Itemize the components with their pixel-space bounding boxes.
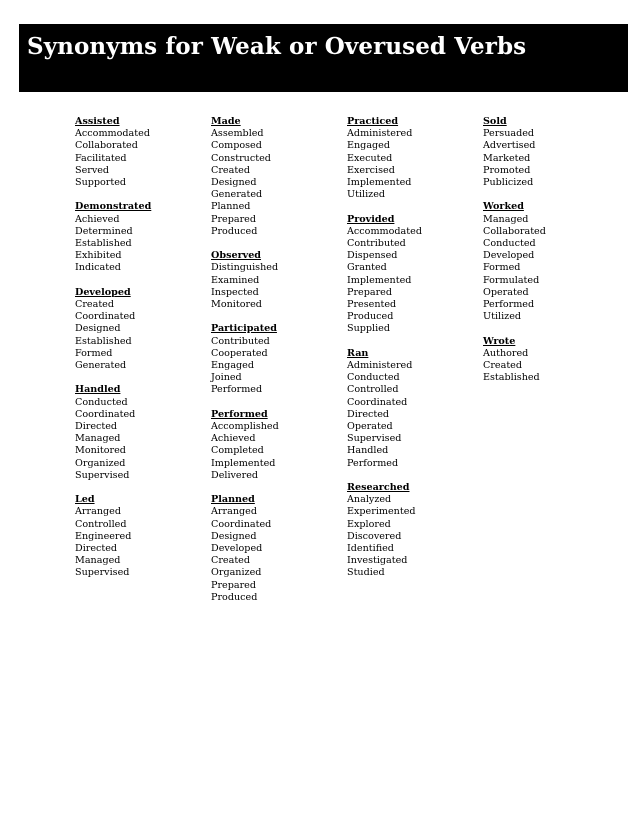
synonym-item: Authored (483, 347, 529, 359)
synonym-item: Engineered (75, 530, 132, 542)
verb-heading: Provided (347, 213, 395, 225)
synonym-item: Created (211, 555, 250, 567)
synonym-item: Accommodated (75, 128, 150, 140)
synonym-column-3 (347, 116, 481, 592)
synonym-item: Analyzed (347, 494, 392, 506)
synonym-item: Managed (75, 433, 121, 445)
verb-heading: Observed (211, 250, 262, 262)
verb-group (75, 384, 209, 482)
synonym-item: Executed (347, 152, 393, 164)
synonym-item: Conducted (483, 238, 536, 250)
synonym-item: Assembled (211, 128, 264, 140)
synonym-item: Composed (211, 140, 262, 152)
synonym-item: Cooperated (211, 347, 268, 359)
synonym-item: Administered (347, 128, 413, 140)
synonym-item: Controlled (75, 518, 127, 530)
synonym-item: Developed (483, 250, 535, 262)
synonym-column-4 (483, 116, 617, 397)
synonym-item: Facilitated (75, 152, 127, 164)
verb-heading: Planned (211, 494, 255, 506)
synonym-item: Directed (347, 408, 390, 420)
verb-group (75, 201, 209, 274)
synonym-item: Performed (211, 384, 263, 396)
synonym-item: Engaged (347, 140, 391, 152)
synonym-item: Implemented (211, 457, 276, 469)
synonym-item: Implemented (347, 274, 412, 286)
synonym-item: Presented (347, 299, 397, 311)
synonym-item: Identified (347, 543, 394, 555)
verb-group (211, 250, 345, 311)
verb-group (211, 323, 345, 396)
synonym-item: Established (75, 335, 132, 347)
synonym-item: Formulated (483, 274, 540, 286)
synonym-item: Coordinated (75, 408, 136, 420)
synonym-item: Designed (75, 323, 121, 335)
synonym-item: Engaged (211, 360, 255, 372)
verb-group (347, 482, 481, 580)
verb-heading: Assisted (75, 116, 120, 127)
synonym-item: Advertised (483, 140, 536, 152)
synonym-item: Studied (347, 567, 385, 579)
synonym-item: Prepared (347, 286, 392, 298)
synonym-item: Generated (75, 360, 127, 372)
synonym-item: Served (75, 164, 110, 176)
verb-heading: Developed (75, 286, 131, 298)
verb-heading: Ran (347, 347, 369, 359)
synonym-item: Accommodated (347, 225, 422, 237)
synonym-item: Granted (347, 262, 387, 274)
verb-group (347, 348, 481, 470)
synonym-item: Arranged (75, 506, 121, 518)
synonym-item: Developed (211, 543, 263, 555)
synonym-item: Produced (211, 591, 258, 603)
verb-group (483, 201, 617, 323)
verb-group (483, 116, 617, 189)
verb-heading: Sold (483, 116, 507, 127)
synonym-item: Formed (483, 262, 521, 274)
synonym-item: Monitored (75, 445, 126, 457)
verb-group (483, 336, 617, 385)
synonym-item: Supervised (75, 567, 130, 579)
synonym-item: Coordinated (211, 518, 272, 530)
synonym-item: Coordinated (347, 396, 408, 408)
synonym-item: Prepared (211, 213, 256, 225)
synonym-item: Achieved (75, 213, 120, 225)
synonym-column-2 (211, 116, 345, 616)
synonym-item: Accomplished (211, 421, 279, 433)
synonym-item: Created (75, 299, 114, 311)
synonym-item: Persuaded (483, 128, 535, 140)
verb-heading: Handled (75, 384, 121, 396)
verb-group (211, 494, 345, 604)
page-title: Synonyms for Weak or Overused Verbs (27, 33, 527, 60)
verb-heading: Wrote (483, 335, 516, 347)
verb-heading: Participated (211, 323, 277, 335)
synonym-item: Supplied (347, 323, 390, 335)
synonym-item: Supported (75, 177, 127, 189)
synonym-item: Promoted (483, 164, 531, 176)
synonym-item: Performed (483, 299, 535, 311)
synonym-item: Constructed (211, 152, 271, 164)
synonym-item: Monitored (211, 299, 262, 311)
synonym-item: Formed (75, 347, 113, 359)
synonym-item: Conducted (347, 372, 400, 384)
synonym-item: Achieved (211, 433, 256, 445)
synonym-item: Handled (347, 445, 389, 457)
verb-group (75, 116, 209, 189)
synonym-item: Created (483, 360, 522, 372)
synonym-item: Created (211, 164, 250, 176)
verb-heading: Performed (211, 408, 268, 420)
synonym-column-1 (75, 116, 209, 592)
synonym-item: Planned (211, 201, 251, 213)
synonym-item: Operated (483, 286, 529, 298)
synonym-item: Directed (75, 421, 118, 433)
synonym-item: Produced (347, 311, 394, 323)
synonym-item: Experimented (347, 506, 416, 518)
synonym-item: Supervised (347, 433, 402, 445)
verb-heading: Practiced (347, 116, 399, 127)
synonym-item: Completed (211, 445, 264, 457)
synonym-item: Controlled (347, 384, 399, 396)
synonym-item: Directed (75, 543, 118, 555)
verb-group (211, 409, 345, 482)
synonym-item: Collaborated (75, 140, 138, 152)
verb-group (347, 214, 481, 336)
synonym-item: Contributed (211, 335, 270, 347)
synonym-item: Distinguished (211, 262, 279, 274)
verb-group (211, 116, 345, 238)
synonym-item: Implemented (347, 177, 412, 189)
synonym-item: Contributed (347, 238, 406, 250)
synonym-item: Designed (211, 177, 257, 189)
synonym-item: Dispensed (347, 250, 398, 262)
synonym-item: Publicized (483, 177, 534, 189)
synonym-item: Managed (75, 555, 121, 567)
verb-heading: Researched (347, 482, 410, 494)
verb-group (75, 287, 209, 372)
synonym-item: Explored (347, 518, 391, 530)
synonym-item: Organized (75, 457, 126, 469)
synonym-item: Indicated (75, 262, 121, 274)
synonym-item: Marketed (483, 152, 531, 164)
synonym-item: Prepared (211, 579, 256, 591)
verb-group (75, 494, 209, 579)
synonym-item: Supervised (75, 469, 130, 481)
synonym-item: Coordinated (75, 311, 136, 323)
synonym-item: Joined (211, 372, 242, 384)
verb-heading: Made (211, 116, 241, 127)
synonym-item: Collaborated (483, 225, 546, 237)
synonym-item: Delivered (211, 469, 259, 481)
synonym-item: Arranged (211, 506, 257, 518)
synonym-item: Organized (211, 567, 262, 579)
synonym-item: Discovered (347, 530, 402, 542)
synonym-item: Utilized (347, 189, 386, 201)
synonym-item: Established (75, 238, 132, 250)
synonym-item: Investigated (347, 555, 408, 567)
verb-heading: Led (75, 494, 95, 506)
synonym-item: Determined (75, 225, 133, 237)
synonym-item: Managed (483, 213, 529, 225)
synonym-item: Examined (211, 274, 260, 286)
verb-heading: Demonstrated (75, 201, 152, 213)
synonym-item: Exercised (347, 164, 395, 176)
synonym-item: Inspected (211, 286, 259, 298)
verb-group (347, 116, 481, 201)
synonym-item: Established (483, 372, 540, 384)
synonym-item: Performed (347, 457, 399, 469)
synonym-item: Generated (211, 189, 263, 201)
synonym-item: Operated (347, 421, 393, 433)
synonym-item: Administered (347, 360, 413, 372)
synonym-item: Conducted (75, 396, 128, 408)
verb-heading: Worked (483, 201, 524, 213)
synonym-item: Exhibited (75, 250, 122, 262)
synonym-item: Utilized (483, 311, 522, 323)
title-banner (19, 24, 628, 92)
synonym-item: Produced (211, 225, 258, 237)
synonym-item: Designed (211, 530, 257, 542)
